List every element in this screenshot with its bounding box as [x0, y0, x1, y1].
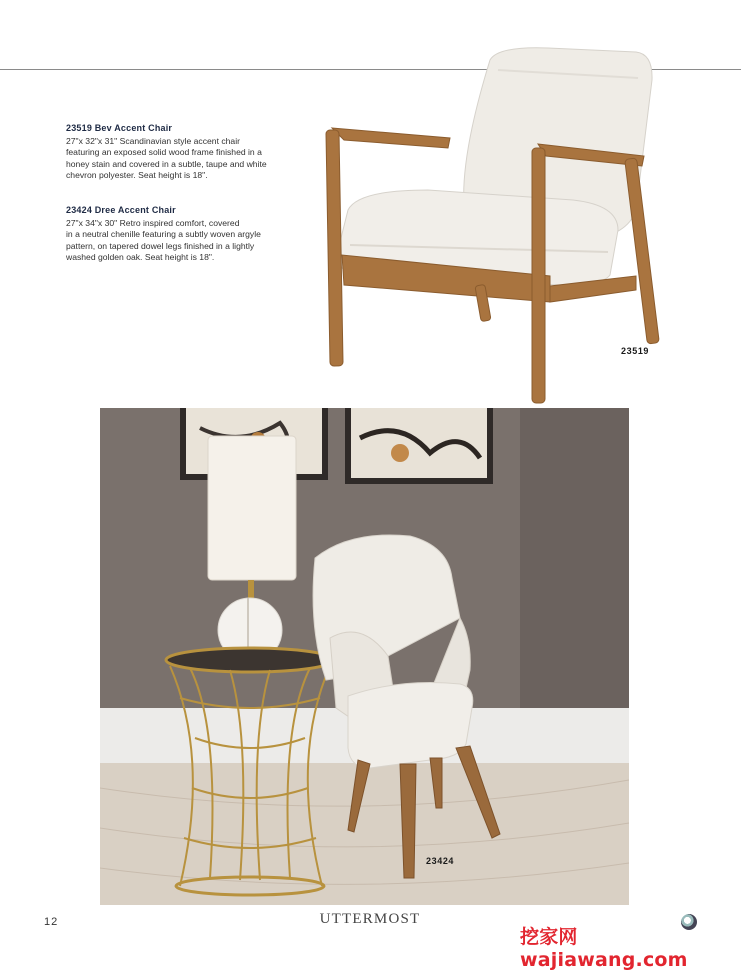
photo-label-23519: 23519 [621, 346, 650, 356]
product-description-23519 [66, 123, 296, 182]
product-description-23424 [66, 205, 296, 264]
page-number: 12 [44, 916, 59, 928]
site-watermark: 挖家网 wajiawang.com [520, 926, 688, 971]
product-body-23519: 27"x 32"x 31" Scandinavian style accent chair featuring an exposed solid wood frame finished in a honey stain and covered in a subtle, taupe and white chevron polyester. Seat height is 18". [66, 135, 267, 181]
globe-icon [681, 914, 697, 930]
product-title-23424: 23424 Dree Accent Chair [66, 205, 176, 215]
dree-chair-room-photo [100, 408, 629, 905]
brand-footer: UTTERMOST [319, 911, 421, 927]
product-body-23424: 27"x 34"x 30" Retro inspired comfort, covered in a neutral chenille featuring a subtly woven argyle pattern, on tapered dowel legs finished in a lightly washed golden oak. Seat height is 18". [66, 217, 261, 263]
photo-label-23424: 23424 [426, 856, 455, 866]
product-title-23519: 23519 Bev Accent Chair [66, 123, 173, 133]
